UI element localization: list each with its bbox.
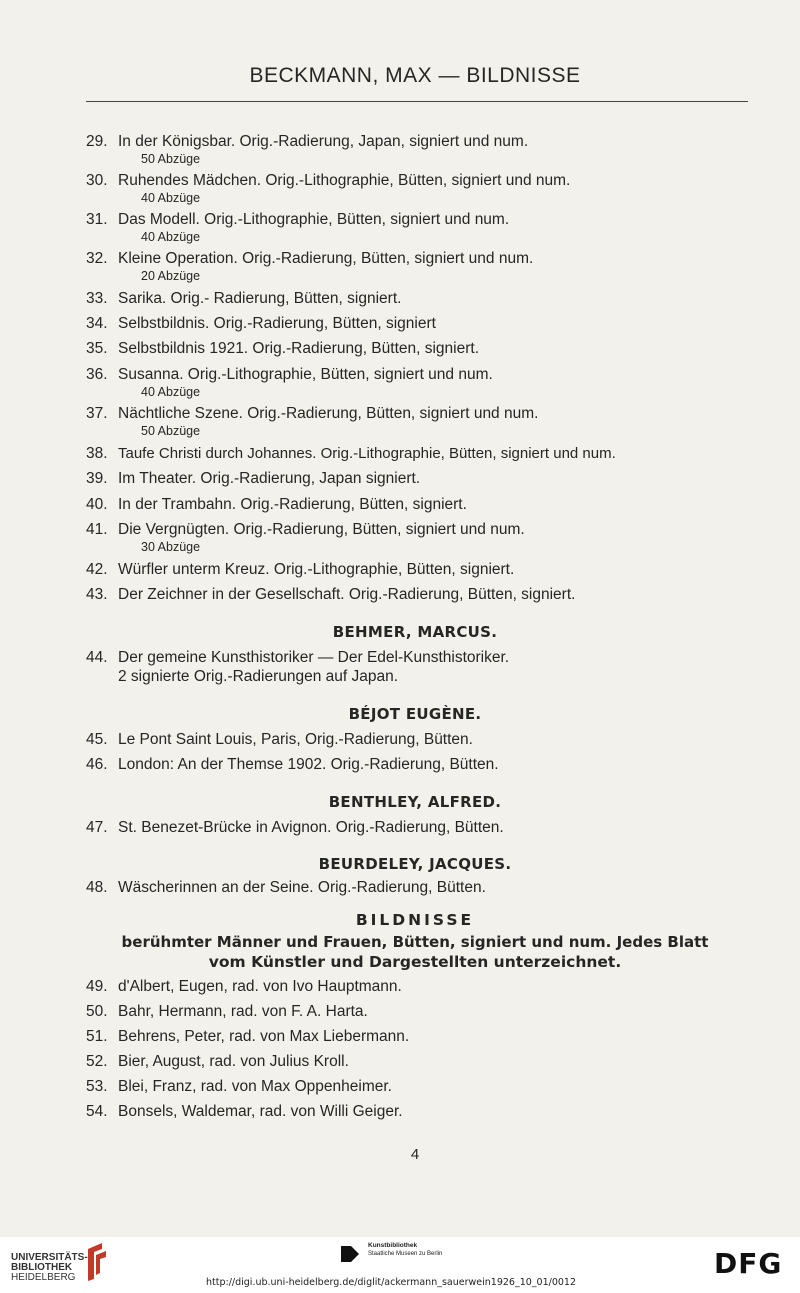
artist-heading: BENTHLEY, ALFRED. (328, 793, 502, 811)
dfg-logo: DFG (714, 1247, 783, 1280)
entry-text: In der Königsbar. Orig.-Radierung, Japan, signiert und num. (118, 133, 529, 150)
entry-text: Bahr, Hermann, rad. von F. A. Harta. (118, 1003, 368, 1020)
entry-number: 30. (86, 172, 108, 189)
entry-text: London: An der Themse 1902. Orig.-Radierung, Bütten. (118, 756, 499, 773)
entry-text: Blei, Franz, rad. von Max Oppenheimer. (118, 1078, 392, 1095)
kb-line-2: Staatliche Museen zu Berlin (368, 1251, 443, 1257)
entry-number: 34. (86, 315, 108, 332)
entry-text: Behrens, Peter, rad. von Max Liebermann. (118, 1028, 410, 1045)
entry-text: Susanna. Orig.-Lithographie, Bütten, signiert und num. (118, 366, 493, 383)
entry-number: 38. (86, 445, 108, 462)
entry-edition: 30 Abzüge (141, 540, 201, 554)
entry-text: Ruhendes Mädchen. Orig.-Lithographie, Bütten, signiert und num. (118, 172, 571, 189)
entry-text: Kleine Operation. Orig.-Radierung, Bütten, signiert und num. (118, 250, 534, 267)
kb-line-1: Kunstbibliothek (368, 1242, 418, 1249)
entry-number: 33. (86, 290, 108, 307)
entry-number: 51. (86, 1028, 108, 1045)
entry-number: 54. (86, 1103, 108, 1120)
entry-text: Selbstbildnis. Orig.-Radierung, Bütten, signiert (118, 315, 436, 332)
entry-text: Taufe Christi durch Johannes. Orig.-Lithographie, Bütten, signiert und num. (118, 445, 616, 462)
entry-number: 45. (86, 731, 108, 748)
entry-number: 47. (86, 819, 108, 836)
entry-text: Im Theater. Orig.-Radierung, Japan signiert. (118, 470, 421, 487)
entry-number: 42. (86, 561, 108, 578)
entry-number: 40. (86, 496, 108, 513)
uni-line-2: BIBLIOTHEK (11, 1262, 73, 1273)
entry-text: Bier, August, rad. von Julius Kroll. (118, 1053, 349, 1070)
artist-heading: BÉJOT EUGÈNE. (348, 705, 482, 723)
uni-line-1: UNIVERSITÄTS- (11, 1252, 88, 1263)
entry-number: 49. (86, 978, 108, 995)
entry-text: Le Pont Saint Louis, Paris, Orig.-Radierung, Bütten. (118, 731, 473, 748)
permalink-url[interactable]: http://digi.ub.uni-heidelberg.de/diglit/ackermann_sauerwein1926_10_01/0012 (206, 1277, 577, 1288)
entry-number: 41. (86, 521, 108, 538)
artist-heading: BEHMER, MARCUS. (332, 623, 498, 641)
entry-number: 35. (86, 340, 108, 357)
entry-number: 36. (86, 366, 108, 383)
entry-text: Bonsels, Waldemar, rad. von Willi Geiger. (118, 1103, 403, 1120)
entry-edition: 40 Abzüge (141, 385, 201, 399)
page-number: 4 (410, 1146, 420, 1163)
entry-number: 50. (86, 1003, 108, 1020)
entry-edition: 40 Abzüge (141, 191, 201, 205)
entry-edition: 50 Abzüge (141, 152, 201, 166)
entry-text: In der Trambahn. Orig.-Radierung, Bütten, signiert. (118, 496, 467, 513)
entry-edition: 50 Abzüge (141, 424, 201, 438)
heidelberg-library-name (11, 1253, 88, 1283)
heidelberg-logo-icon (80, 1243, 110, 1283)
section-subheading: vom Künstler und Dargestellten unterzeichnet. (208, 953, 622, 971)
entry-text: Selbstbildnis 1921. Orig.-Radierung, Bütten, signiert. (118, 340, 480, 357)
uni-line-3: HEIDELBERG (11, 1272, 76, 1283)
entry-text: Wäscherinnen an der Seine. Orig.-Radierung, Bütten. (118, 879, 486, 896)
entry-number: 43. (86, 586, 108, 603)
entry-text: Der gemeine Kunsthistoriker — Der Edel-Kunsthistoriker. (118, 649, 510, 666)
entry-text: Die Vergnügten. Orig.-Radierung, Bütten, signiert und num. (118, 521, 525, 538)
entry-edition: 40 Abzüge (141, 230, 201, 244)
page-header: BECKMANN, MAX — BILDNISSE (249, 64, 581, 87)
kunstbibliothek-logo-icon (341, 1246, 359, 1262)
entry-number: 44. (86, 649, 108, 666)
entry-number: 31. (86, 211, 108, 228)
header-divider (86, 101, 748, 102)
viewer-footer (0, 1237, 800, 1293)
entry-text: Der Zeichner in der Gesellschaft. Orig.-Radierung, Bütten, signiert. (118, 586, 576, 603)
entry-text: Sarika. Orig.- Radierung, Bütten, signiert. (118, 290, 402, 307)
entry-edition: 2 signierte Orig.-Radierungen auf Japan. (118, 668, 399, 685)
entry-number: 52. (86, 1053, 108, 1070)
artist-heading: BEURDELEY, JACQUES. (318, 855, 512, 873)
entry-text: Nächtliche Szene. Orig.-Radierung, Bütten, signiert und num. (118, 405, 539, 422)
entry-text: Würfler unterm Kreuz. Orig.-Lithographie, Bütten, signiert. (118, 561, 515, 578)
entry-number: 48. (86, 879, 108, 896)
entry-number: 53. (86, 1078, 108, 1095)
entry-number: 39. (86, 470, 108, 487)
section-heading: BILDNISSE (355, 911, 475, 929)
kunstbibliothek-label (368, 1242, 442, 1258)
entry-text: Das Modell. Orig.-Lithographie, Bütten, signiert und num. (118, 211, 510, 228)
entry-text: d'Albert, Eugen, rad. von Ivo Hauptmann. (118, 978, 402, 995)
entry-text: St. Benezet-Brücke in Avignon. Orig.-Radierung, Bütten. (118, 819, 504, 836)
entry-number: 46. (86, 756, 108, 773)
section-subheading: berühmter Männer und Frauen, Bütten, signiert und num. Jedes Blatt (121, 933, 709, 951)
entry-number: 29. (86, 133, 108, 150)
entry-edition: 20 Abzüge (141, 269, 201, 283)
entry-number: 37. (86, 405, 108, 422)
entry-number: 32. (86, 250, 108, 267)
